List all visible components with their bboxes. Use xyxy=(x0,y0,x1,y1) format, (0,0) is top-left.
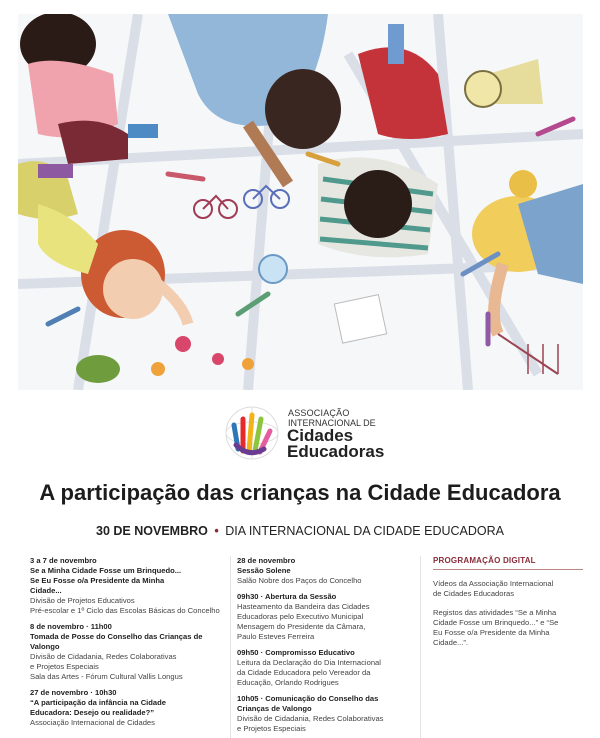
page-title: A participação das crianças na Cidade Educadora xyxy=(39,480,561,505)
event-text-line: da Cidade Educadora pelo Vereador da xyxy=(237,668,371,677)
digital-item-line: Cidade...”. xyxy=(433,638,469,647)
digital-item-line: de Cidades Educadoras xyxy=(433,589,515,598)
event-date: 27 de novembro · 10h30 xyxy=(30,688,117,697)
logo-text-line4: Educadoras xyxy=(287,442,385,461)
logo-text-line2: INTERNACIONAL DE xyxy=(288,418,376,428)
logo-text-line1: ASSOCIAÇÃO xyxy=(288,408,350,418)
subtitle-name: DIA INTERNACIONAL DA CIDADE EDUCADORA xyxy=(225,524,504,538)
schedule-column-2 xyxy=(237,556,412,738)
digital-item-line: Eu Fosse o/a Presidente da Minha xyxy=(433,628,550,637)
event-date: 09h30 · Abertura da Sessão xyxy=(237,592,337,601)
digital-program-item xyxy=(433,579,583,599)
column-divider xyxy=(230,556,231,738)
event-text-line: Mensagem do Presidente da Câmara, xyxy=(237,622,366,631)
event-text-line: Divisão de Cidadania, Redes Colaborativas xyxy=(237,714,384,723)
digital-program-column xyxy=(433,556,583,657)
event-title-line: Crianças de Valongo xyxy=(237,704,312,713)
event-title-line: Se a Minha Cidade Fosse um Brinquedo... xyxy=(30,566,182,575)
column-divider xyxy=(420,556,421,738)
event-item xyxy=(30,622,230,682)
colored-hand-logo-icon xyxy=(224,403,282,461)
event-text-line: Leitura da Declaração do Dia Internacional xyxy=(237,658,381,667)
digital-item-line: Vídeos da Associação Internacional xyxy=(433,579,554,588)
schedule-column-1 xyxy=(30,556,230,734)
event-text-line: Paulo Esteves Ferreira xyxy=(237,632,315,641)
event-text-line: e Projetos Especiais xyxy=(237,724,306,733)
event-text-line: e Projetos Especiais xyxy=(30,662,99,671)
event-date: 8 de novembro · 11h00 xyxy=(30,622,112,631)
digital-item-line: Registos das atividades “Se a Minha xyxy=(433,608,557,617)
event-item xyxy=(30,688,230,728)
children-drawing-illustration xyxy=(18,14,583,390)
event-text-line: Divisão de Projetos Educativos xyxy=(30,596,135,605)
hero-illustration xyxy=(18,14,583,390)
event-item xyxy=(237,694,412,734)
aice-logo xyxy=(224,403,384,461)
digital-program-item xyxy=(433,608,583,648)
subtitle-separator: • xyxy=(214,524,219,538)
digital-program-heading: PROGRAMAÇÃO DIGITAL xyxy=(433,556,583,570)
event-text-line: Educadoras pelo Executivo Municipal xyxy=(237,612,364,621)
event-text-line: Associação Internacional de Cidades xyxy=(30,718,155,727)
event-title-line: Valongo xyxy=(30,642,60,651)
event-title-line: Educadora: Desejo ou realidade?” xyxy=(30,708,155,717)
event-text-line: Educação, Orlando Rodrigues xyxy=(237,678,339,687)
event-item xyxy=(237,556,412,586)
event-item xyxy=(30,556,230,616)
event-text-line: Pré-escolar e 1º Ciclo das Escolas Básicas do Concelho xyxy=(30,606,220,615)
event-date: 09h50 · Compromisso Educativo xyxy=(237,648,355,657)
event-item xyxy=(237,592,412,642)
event-text-line: Divisão de Cidadania, Redes Colaborativas xyxy=(30,652,177,661)
event-text-line: Salão Nobre dos Paços do Concelho xyxy=(237,576,362,585)
event-title-line: Sessão Solene xyxy=(237,566,291,575)
event-date: 10h05 · Comunicação do Conselho das xyxy=(237,694,379,703)
event-date: 3 a 7 de novembro xyxy=(30,556,97,565)
event-title-line: Se Eu Fosse o/a Presidente da Minha xyxy=(30,576,165,585)
event-subtitle xyxy=(0,524,600,538)
subtitle-date: 30 DE NOVEMBRO xyxy=(96,524,208,538)
event-text-line: Hasteamento da Bandeira das Cidades xyxy=(237,602,370,611)
event-text-line: Sala das Artes - Fórum Cultural Vallis Longus xyxy=(30,672,183,681)
event-date: 28 de novembro xyxy=(237,556,296,565)
event-title-line: “A participação da infância na Cidade xyxy=(30,698,167,707)
event-item xyxy=(237,648,412,688)
event-title-line: Tomada de Posse do Conselho das Crianças de xyxy=(30,632,203,641)
digital-item-line: Cidade Fosse um Brinquedo...” e “Se xyxy=(433,618,559,627)
event-title-line: Cidade... xyxy=(30,586,62,595)
logo-text-line3: Cidades xyxy=(287,426,354,445)
